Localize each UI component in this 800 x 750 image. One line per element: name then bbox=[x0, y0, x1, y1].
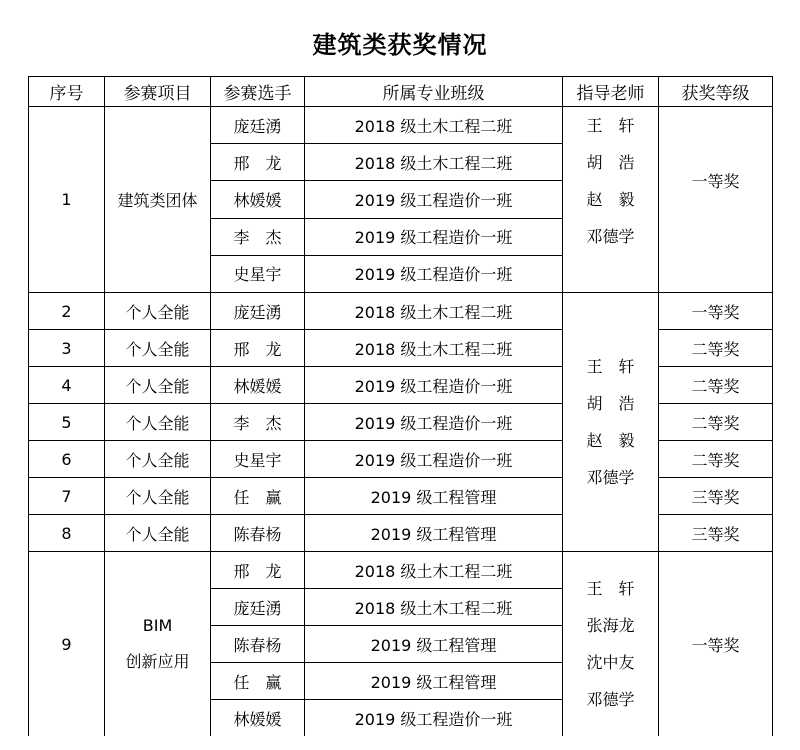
table-row bbox=[29, 515, 773, 552]
teacher-name: 胡 浩 bbox=[586, 153, 635, 172]
teacher-name: 王 轩 bbox=[586, 357, 635, 376]
seq-cell: 5 bbox=[29, 404, 105, 441]
grade-cell: 二等奖 bbox=[659, 367, 773, 404]
teacher-name: 赵 毅 bbox=[586, 431, 635, 450]
class-cell: 2019 级工程造价一班 bbox=[305, 255, 563, 292]
project-cell: 个人全能 bbox=[105, 330, 211, 367]
class-cell: 2019 级工程管理 bbox=[305, 626, 563, 663]
project-cell: 个人全能 bbox=[105, 367, 211, 404]
teacher-name: 王 轩 bbox=[586, 579, 635, 598]
header-project: 参赛项目 bbox=[105, 77, 211, 107]
table-row bbox=[29, 404, 773, 441]
table-row bbox=[29, 107, 773, 144]
header-seq: 序号 bbox=[29, 77, 105, 107]
class-cell: 2018 级土木工程二班 bbox=[305, 589, 563, 626]
player-cell: 任 赢 bbox=[211, 478, 305, 515]
teacher-name: 王 轩 bbox=[586, 116, 635, 135]
class-cell: 2019 级工程造价一班 bbox=[305, 218, 563, 255]
teacher-name: 赵 毅 bbox=[586, 190, 635, 209]
header-player: 参赛选手 bbox=[211, 77, 305, 107]
seq-cell: 4 bbox=[29, 367, 105, 404]
project-line: 创新应用 bbox=[125, 652, 190, 671]
header-row bbox=[29, 77, 773, 107]
grade-cell: 三等奖 bbox=[659, 515, 773, 552]
table-row bbox=[29, 330, 773, 367]
player-cell: 邢 龙 bbox=[211, 330, 305, 367]
player-cell: 邢 龙 bbox=[211, 144, 305, 181]
player-cell: 李 杰 bbox=[211, 404, 305, 441]
player-cell: 庞廷湧 bbox=[211, 293, 305, 330]
grade-value: 一等奖 bbox=[691, 171, 740, 191]
header-grade: 获奖等级 bbox=[659, 77, 773, 107]
grade-cell: 一等奖 bbox=[659, 293, 773, 330]
teacher-name: 邓德学 bbox=[586, 468, 635, 487]
table-row bbox=[29, 552, 773, 589]
grade-cell: 二等奖 bbox=[659, 441, 773, 478]
awards-table bbox=[28, 76, 773, 736]
table-row bbox=[29, 441, 773, 478]
class-cell: 2018 级土木工程二班 bbox=[305, 107, 563, 144]
grade-cell bbox=[659, 107, 773, 293]
seq-cell: 1 bbox=[29, 107, 105, 293]
grade-cell: 二等奖 bbox=[659, 404, 773, 441]
page-title: 建筑类获奖情况 bbox=[312, 31, 488, 59]
class-cell: 2018 级土木工程二班 bbox=[305, 552, 563, 589]
header-teacher: 指导老师 bbox=[563, 77, 659, 107]
class-cell: 2019 级工程管理 bbox=[305, 478, 563, 515]
player-cell: 庞廷湧 bbox=[211, 589, 305, 626]
teacher-name: 张海龙 bbox=[586, 616, 635, 635]
player-cell: 陈春杨 bbox=[211, 515, 305, 552]
class-cell: 2019 级工程造价一班 bbox=[305, 441, 563, 478]
seq-cell: 2 bbox=[29, 293, 105, 330]
player-cell: 陈春杨 bbox=[211, 626, 305, 663]
seq-cell: 9 bbox=[29, 552, 105, 737]
class-cell: 2019 级工程造价一班 bbox=[305, 700, 563, 737]
project-cell: 个人全能 bbox=[105, 478, 211, 515]
table-row bbox=[29, 478, 773, 515]
teacher-name: 邓德学 bbox=[586, 690, 635, 709]
teacher-cell bbox=[563, 552, 659, 737]
teacher-cell bbox=[563, 293, 659, 552]
class-cell: 2019 级工程管理 bbox=[305, 663, 563, 700]
seq-cell: 8 bbox=[29, 515, 105, 552]
grade-cell: 二等奖 bbox=[659, 330, 773, 367]
project-cell: 个人全能 bbox=[105, 515, 211, 552]
teacher-name: 胡 浩 bbox=[586, 394, 635, 413]
project-line: BIM bbox=[142, 616, 173, 635]
teacher-name: 邓德学 bbox=[586, 227, 635, 246]
player-cell: 林媛媛 bbox=[211, 700, 305, 737]
grade-cell: 三等奖 bbox=[659, 478, 773, 515]
seq-cell: 3 bbox=[29, 330, 105, 367]
teacher-name: 沈中友 bbox=[586, 653, 635, 672]
table-row bbox=[29, 367, 773, 404]
header-class: 所属专业班级 bbox=[305, 77, 563, 107]
project-cell: 个人全能 bbox=[105, 293, 211, 330]
project-cell: 建筑类团体 bbox=[105, 107, 211, 293]
project-cell bbox=[105, 552, 211, 737]
seq-cell: 7 bbox=[29, 478, 105, 515]
player-cell: 李 杰 bbox=[211, 218, 305, 255]
class-cell: 2019 级工程造价一班 bbox=[305, 367, 563, 404]
player-cell: 邢 龙 bbox=[211, 552, 305, 589]
class-cell: 2018 级土木工程二班 bbox=[305, 330, 563, 367]
class-cell: 2018 级土木工程二班 bbox=[305, 293, 563, 330]
table-row bbox=[29, 293, 773, 330]
player-cell: 任 赢 bbox=[211, 663, 305, 700]
class-cell: 2019 级工程造价一班 bbox=[305, 181, 563, 218]
class-cell: 2019 级工程造价一班 bbox=[305, 404, 563, 441]
player-cell: 史星宇 bbox=[211, 255, 305, 292]
project-cell: 个人全能 bbox=[105, 441, 211, 478]
class-cell: 2019 级工程管理 bbox=[305, 515, 563, 552]
project-cell: 个人全能 bbox=[105, 404, 211, 441]
player-cell: 史星宇 bbox=[211, 441, 305, 478]
seq-cell: 6 bbox=[29, 441, 105, 478]
player-cell: 林媛媛 bbox=[211, 367, 305, 404]
teacher-cell bbox=[563, 107, 659, 293]
grade-cell: 一等奖 bbox=[659, 552, 773, 737]
player-cell: 林媛媛 bbox=[211, 181, 305, 218]
class-cell: 2018 级土木工程二班 bbox=[305, 144, 563, 181]
player-cell: 庞廷湧 bbox=[211, 107, 305, 144]
